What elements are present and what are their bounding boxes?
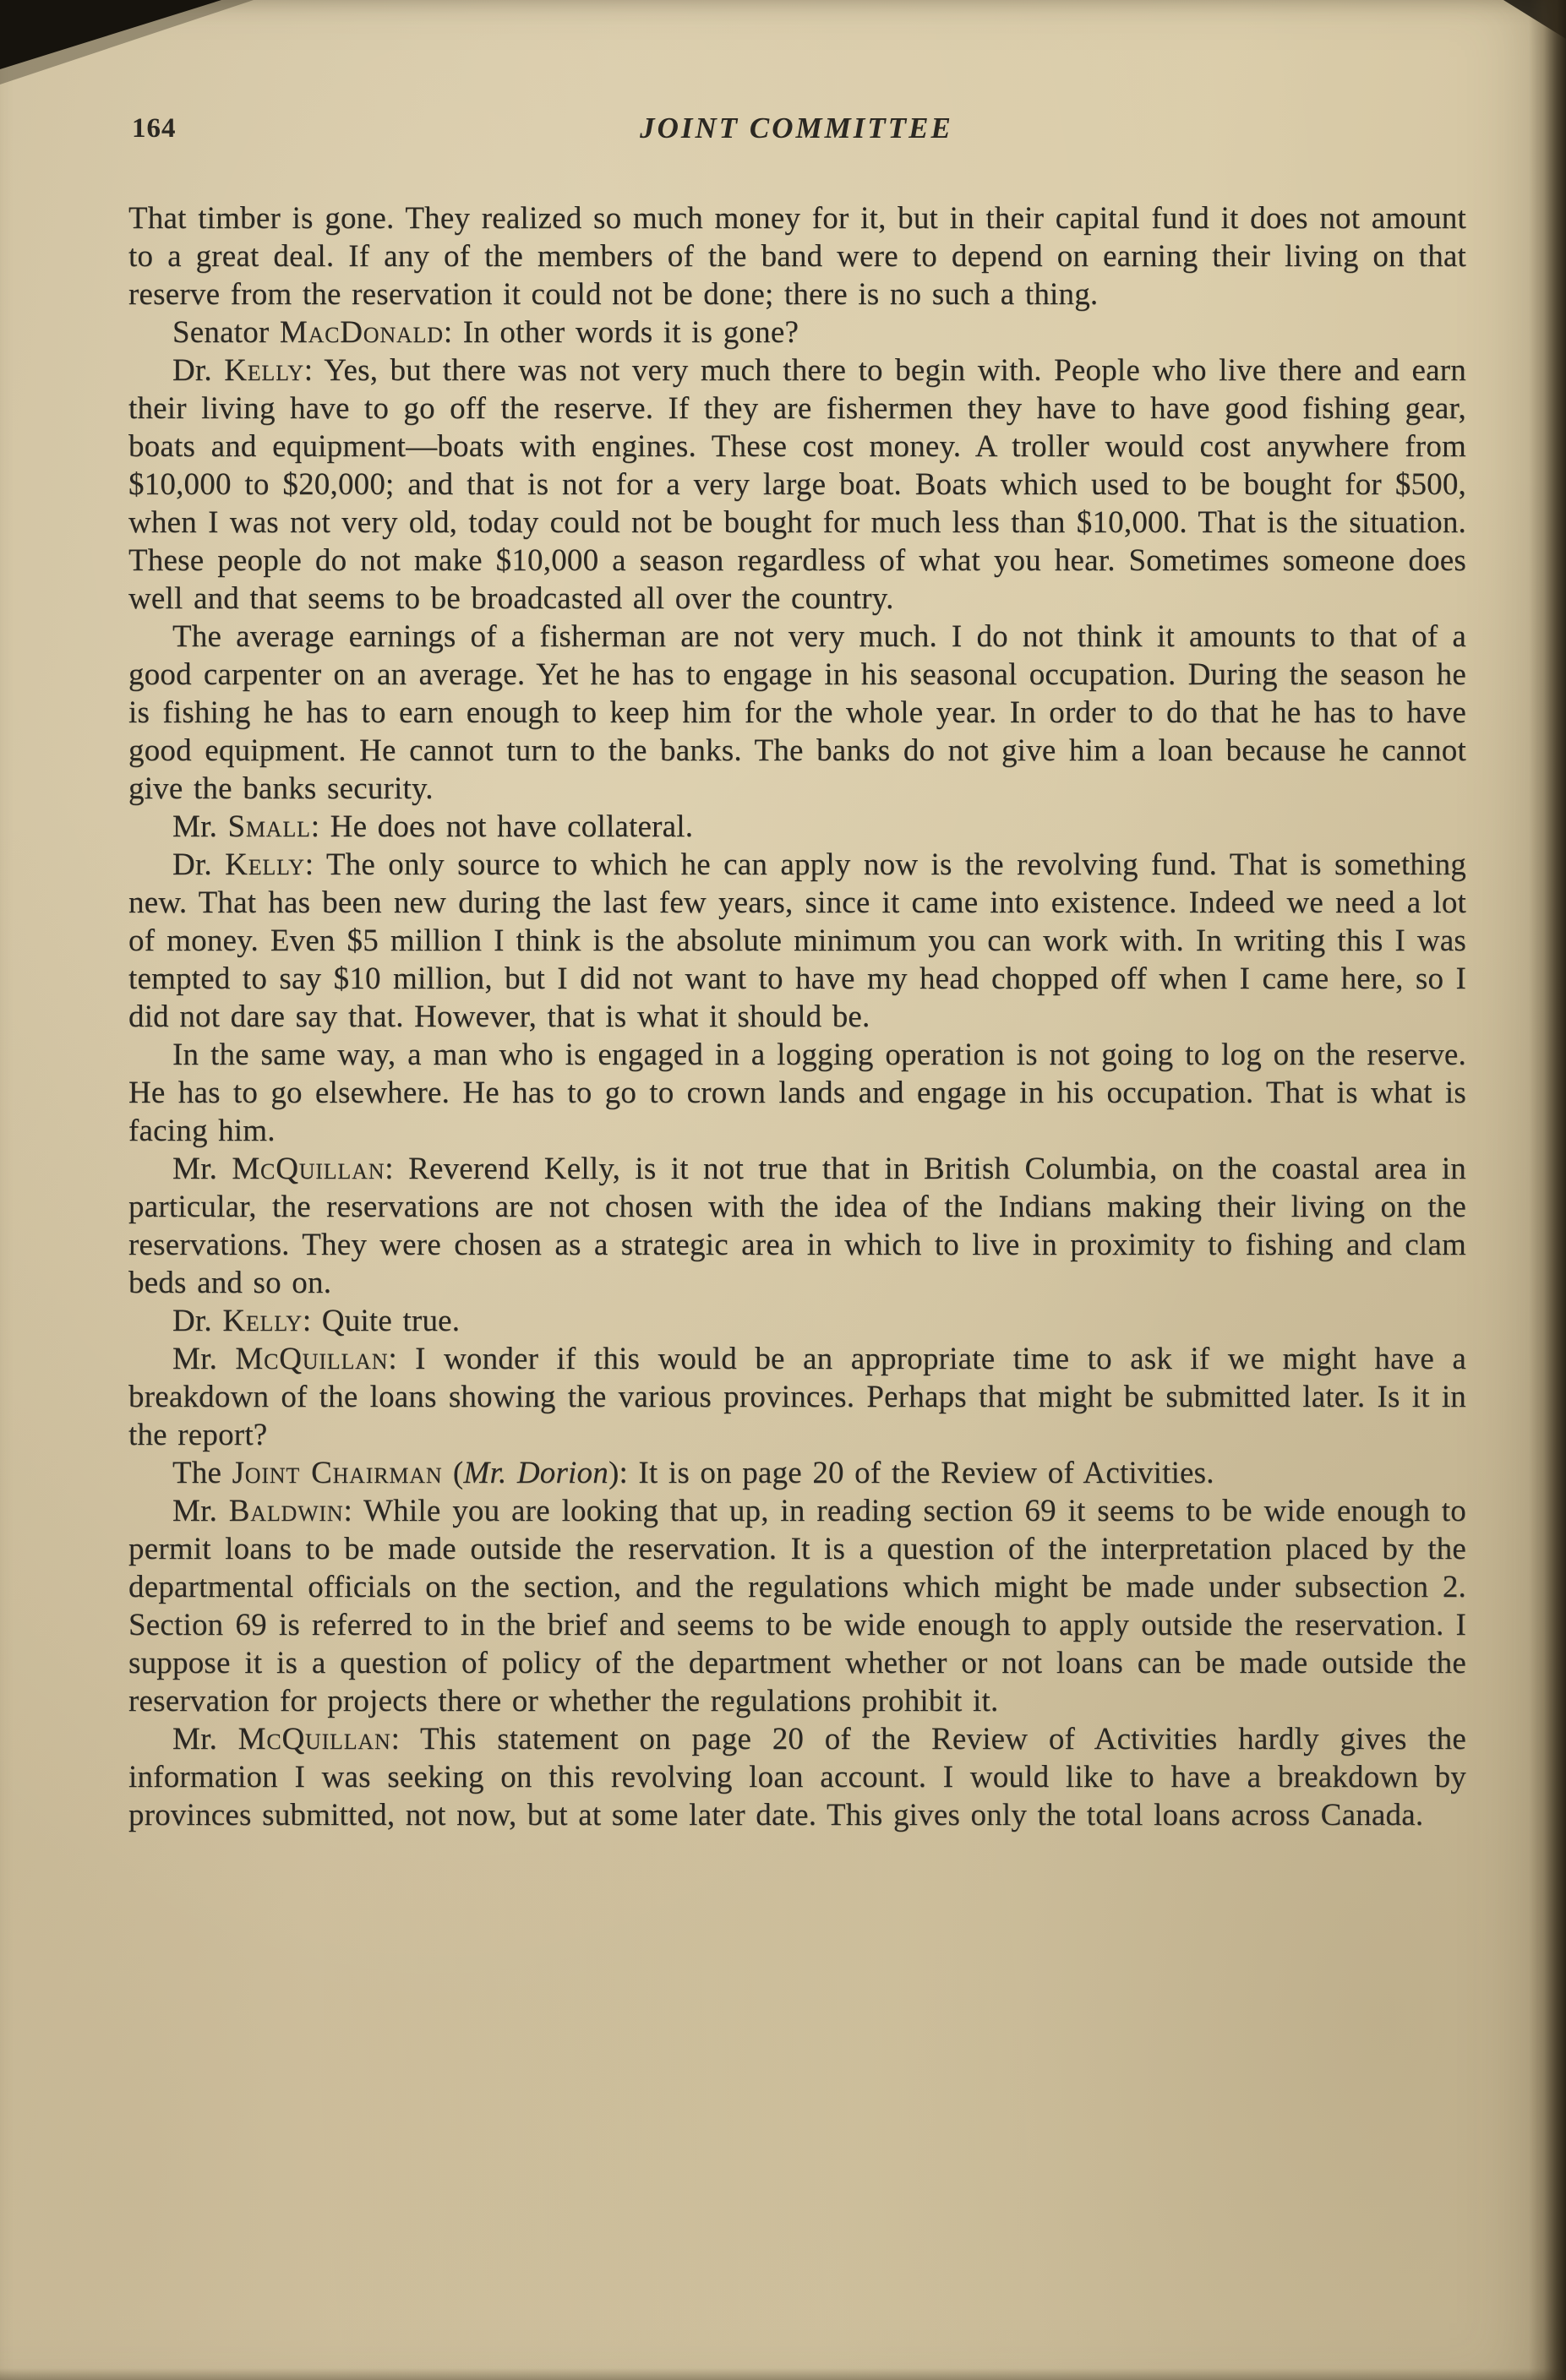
page-corner-shadow-top-left xyxy=(0,0,221,69)
paragraph xyxy=(128,1340,1466,1454)
page-edge-shadow-bottom xyxy=(0,2368,1566,2380)
text-run: The average earnings of a fisherman are not very much. I do not think it amounts to that of a good carpenter on an average. Yet he has to engage in his seasonal occupation. During the season he is fishing he has to earn enough to keep him for the whole year. In order to do that he has to have good equipment. He cannot turn to the banks. The banks do not give him a loan because he cannot give the banks security. xyxy=(128,619,1466,806)
text-run: Mr. xyxy=(172,1722,238,1756)
text-run: That timber is gone. They realized so much money for it, but in their capital fund it does not amount to a great deal. If any of the members of the band were to depend on earning their living on that reserve from the reservation it could not be done; there is no such a thing. xyxy=(128,201,1466,312)
text-run: : While you are looking that up, in reading section 69 it seems to be wide enough to permit loans to be made outside the reservation. It is a question of the interpretation placed by the departmental officials on the section, and the regulations which might be made under subsection 2. Section 69 is referred to in the brief and seems to be wide enough to apply outside the reservation. I suppose it is a question of policy of the department whether or not loans can be made outside the reservation for projects there or whether the regulations prohibit it. xyxy=(128,1494,1466,1718)
running-head-title: JOINT COMMITTEE xyxy=(640,112,953,144)
speaker-name: Kelly xyxy=(224,353,304,388)
text-run: : He does not have collateral. xyxy=(310,809,694,844)
text-run: : This statement on page 20 of the Review of Activities hardly gives the information I was seeking on this revolving loan account. I would like to have a breakdown by provinces submitted, not now, but at some later date. This gives only the total loans across Canada. xyxy=(128,1722,1466,1833)
text-run: Senator xyxy=(172,315,280,350)
speaker-name: McQuillan xyxy=(232,1152,385,1186)
text-run: Mr. xyxy=(172,1494,229,1528)
text-run: Mr. xyxy=(172,1342,236,1376)
text-run: ): It is on page 20 of the Review of Activities. xyxy=(608,1456,1214,1490)
text-run: Mr. xyxy=(172,1152,232,1186)
paragraph xyxy=(128,1492,1466,1720)
text-run: : Reverend Kelly, is it not true that in British Columbia, on the coastal area in particular, the reservations are not chosen with the idea of the Indians making their living on the reservations. They were chosen as a strategic area in which to live in proximity to fishing and clam beds and so on. xyxy=(128,1152,1466,1300)
paragraph xyxy=(128,808,1466,846)
text-run: : In other words it is gone? xyxy=(443,315,799,350)
paragraph xyxy=(128,618,1466,808)
text-run: : I wonder if this would be an appropriate time to ask if we might have a breakdown of the loans showing the various provinces. Perhaps that might be submitted later. Is it in the report? xyxy=(128,1342,1466,1452)
paragraph xyxy=(128,313,1466,351)
speaker-name: McQuillan xyxy=(235,1342,389,1376)
text-run: Mr. Dorion xyxy=(463,1456,608,1490)
page-body xyxy=(128,199,1466,1834)
paragraph xyxy=(128,1720,1466,1834)
speaker-name: Kelly xyxy=(222,1304,303,1338)
text-run: : The only source to which he can apply now is the revolving fund. That is something new. That has been new during the last few years, since it came into existence. Indeed we need a lot of money. Even $5 million I think is the absolute minimum you can work with. In writing this I was tempted to say $10 million, but I did not want to have my head chopped off when I came here, so I did not dare say that. However, that is what it should be. xyxy=(128,847,1466,1034)
paragraph xyxy=(128,1454,1466,1492)
speaker-name: Small xyxy=(227,809,311,844)
paragraph xyxy=(128,199,1466,313)
paragraph xyxy=(128,1150,1466,1302)
text-run: ( xyxy=(442,1456,464,1490)
text-run: Mr. xyxy=(172,809,228,844)
binding-shadow-right xyxy=(1529,0,1566,2380)
paragraph xyxy=(128,351,1466,618)
text-run: : Quite true. xyxy=(302,1304,461,1338)
paragraph xyxy=(128,846,1466,1036)
text-run: In the same way, a man who is engaged in a logging operation is not going to log on the reserve. He has to go elsewhere. He has to go to crown lands and engage in his occupation. That is what is facing him. xyxy=(128,1038,1466,1148)
text-run: : Yes, but there was not very much there to begin with. People who live there and earn their living have to go off the reserve. If they are fishermen they have to have good fishing gear, boats and equipment—boats with engines. These cost money. A troller would cost anywhere from $10,000 to $20,000; and that is not for a very large boat. Boats which used to be bought for $500, when I was not very old, today could not be bought for much less than $10,000. That is the situation. These people do not make $10,000 a season regardless of what you hear. Sometimes someone does well and that seems to be broadcasted all over the country. xyxy=(128,353,1466,616)
text-run: Dr. xyxy=(172,1304,223,1338)
speaker-name: Baldwin xyxy=(228,1494,344,1528)
text-run: The xyxy=(172,1456,232,1490)
speaker-name: McQuillan xyxy=(237,1722,391,1756)
paragraph xyxy=(128,1036,1466,1150)
speaker-name: Joint Chairman xyxy=(232,1456,443,1490)
text-run: Dr. xyxy=(172,847,226,882)
paragraph xyxy=(128,1302,1466,1340)
speaker-name: MacDonald xyxy=(279,315,444,350)
running-header xyxy=(128,112,1465,152)
text-run: Dr. xyxy=(172,353,225,388)
page-number: 164 xyxy=(132,113,177,144)
speaker-name: Kelly xyxy=(225,847,305,882)
